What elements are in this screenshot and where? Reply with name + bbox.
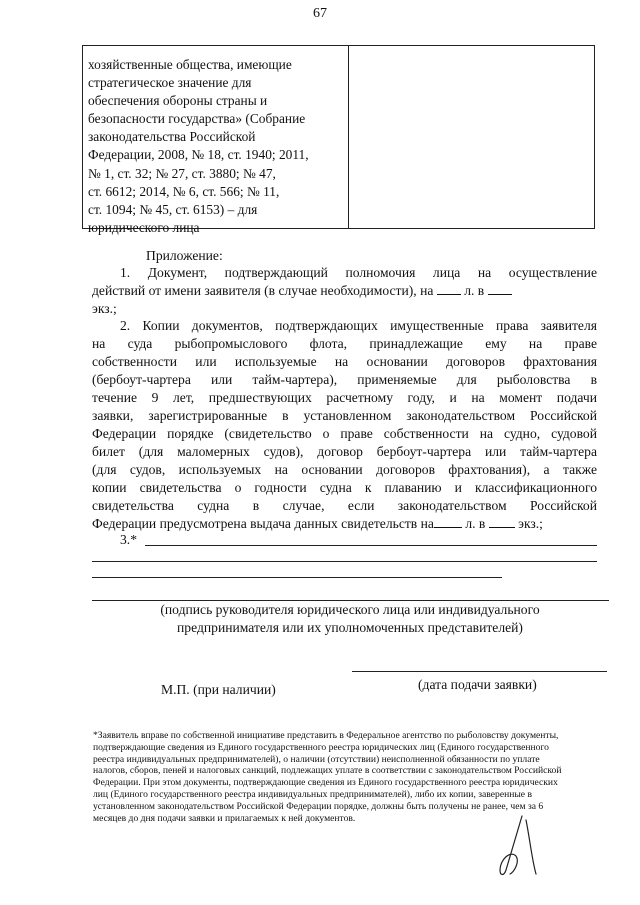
appendix-item2-line: заявки, зарегистрированные в установленном законодательством Российской	[92, 408, 597, 423]
table-line: ст. 6612; 2014, № 6, ст. 566; № 11,	[88, 183, 280, 199]
handwritten-signature	[470, 810, 550, 880]
appendix-item2-line: течение 9 лет, предшествующих расчетному году, и на момент подачи	[92, 390, 597, 405]
table-line: хозяйственные общества, имеющие	[88, 57, 292, 72]
table-line: ст. 1094; № 45, ст. 6153) – для	[88, 201, 258, 217]
appendix-item1-unit: л. в	[464, 283, 485, 298]
footnote-line: месяцев до дня подачи заявки и прилагаемых к ней документов.	[93, 812, 356, 824]
appendix-item2-line: 2. Копии документов, подтверждающих имущественные права заявителя	[120, 318, 597, 333]
appendix-item2-line: (для судов, используемых на основании договоров фрахтования), а также	[92, 462, 597, 477]
footnote-line: установленном законодательством Российской Федерации порядке, должны быть получены не ранее, чем за 6	[93, 800, 544, 812]
appendix-item2-text: Федерации предусмотрена выдача данных свидетельств на	[92, 516, 434, 531]
date-line	[352, 671, 607, 672]
date-label: (дата подачи заявки)	[418, 677, 537, 692]
appendix-item2-unit: л. в	[465, 516, 486, 531]
table-line: № 1, ст. 32; № 27, ст. 3880; № 47,	[88, 165, 276, 181]
table-line: законодательства Российской	[88, 129, 256, 145]
appendix-item2-line: на суда рыбопромыслового флота, принадлежащие ему на праве	[92, 336, 597, 351]
table-column-divider	[348, 46, 349, 228]
appendix-item2-end: экз.;	[518, 516, 543, 531]
footnote-line: налогов, сборов, пеней и налоговых санкций, подлежащих уплате в соответствии с законодательством Российской	[93, 765, 562, 777]
blank-line	[145, 545, 597, 546]
table-line: обеспечения обороны страны и	[88, 93, 268, 109]
blank-line	[92, 561, 597, 562]
appendix-item1-line: 1. Документ, подтверждающий полномочия лица на осуществление	[120, 265, 597, 280]
appendix-item1-line: экз.;	[92, 301, 117, 316]
table-cell-text	[88, 56, 346, 237]
table-line: стратегическое значение для	[88, 75, 252, 91]
appendix-item2-line: собственности или используемые на основании договоров фрахтования	[92, 354, 597, 369]
appendix-item1-text: действий от имени заявителя (в случае необходимости), на	[92, 283, 434, 298]
copies-blank	[488, 282, 512, 295]
appendix-item2-line	[92, 515, 543, 533]
stamp-label: М.П. (при наличии)	[161, 682, 276, 697]
appendix-item2-line: билет (для маломерных судов), договор бербоут-чартера или тайм-чартера	[92, 444, 597, 459]
appendix-heading: Приложение:	[146, 248, 223, 263]
page-number: 67	[313, 6, 327, 21]
blank-line	[92, 577, 502, 578]
appendix-item1-line	[92, 282, 597, 300]
signature-caption	[110, 601, 590, 637]
footnote-line: подтверждающие сведения из Единого государственного реестра юридических лиц (Единого государственного	[93, 741, 549, 753]
copies-blank	[489, 515, 515, 528]
table-line: безопасности государства» (Собрание	[88, 111, 306, 127]
appendix-item3-label: 3.*	[120, 532, 137, 547]
sheets-blank	[437, 282, 461, 295]
footnote-line: *Заявитель вправе по собственной инициативе представить в Федеральное агентство по рыболовству документы,	[93, 730, 559, 741]
appendix-item2-line: (бербоут-чартера или тайм-чартера), применяемые для рыболовства в	[92, 372, 597, 387]
footnote-line: реестра индивидуальных предпринимателей), о наличии (отсутствии) неисполненной обязанности по уплате	[93, 753, 540, 765]
footnote-line: лиц (Единого государственного реестра индивидуальных предпринимателей), либо их копии, заверенные в	[93, 788, 532, 800]
signature-caption-line: (подпись руководителя юридического лица или индивидуального	[160, 602, 540, 617]
signature-caption-line: предпринимателя или их уполномоченных представителей)	[177, 620, 523, 635]
appendix-item2-line: свидетельства судна в случае, если законодательством Российской	[92, 498, 597, 513]
appendix-item2-line: копии свидетельства о годности судна к плаванию и классификационного	[92, 480, 597, 495]
table-line: юридического лица	[88, 219, 200, 235]
continuation-table	[82, 45, 595, 235]
footnote-line: Федерации. При этом документы, подтверждающие сведения из Единого государственного реестра юридических	[93, 777, 558, 789]
sheets-blank	[434, 515, 462, 528]
table-line: Федерации, 2008, № 18, ст. 1940; 2011,	[88, 147, 309, 163]
appendix-item2-line: Федерации порядке (свидетельство о праве собственности на судно, судовой	[92, 426, 597, 441]
